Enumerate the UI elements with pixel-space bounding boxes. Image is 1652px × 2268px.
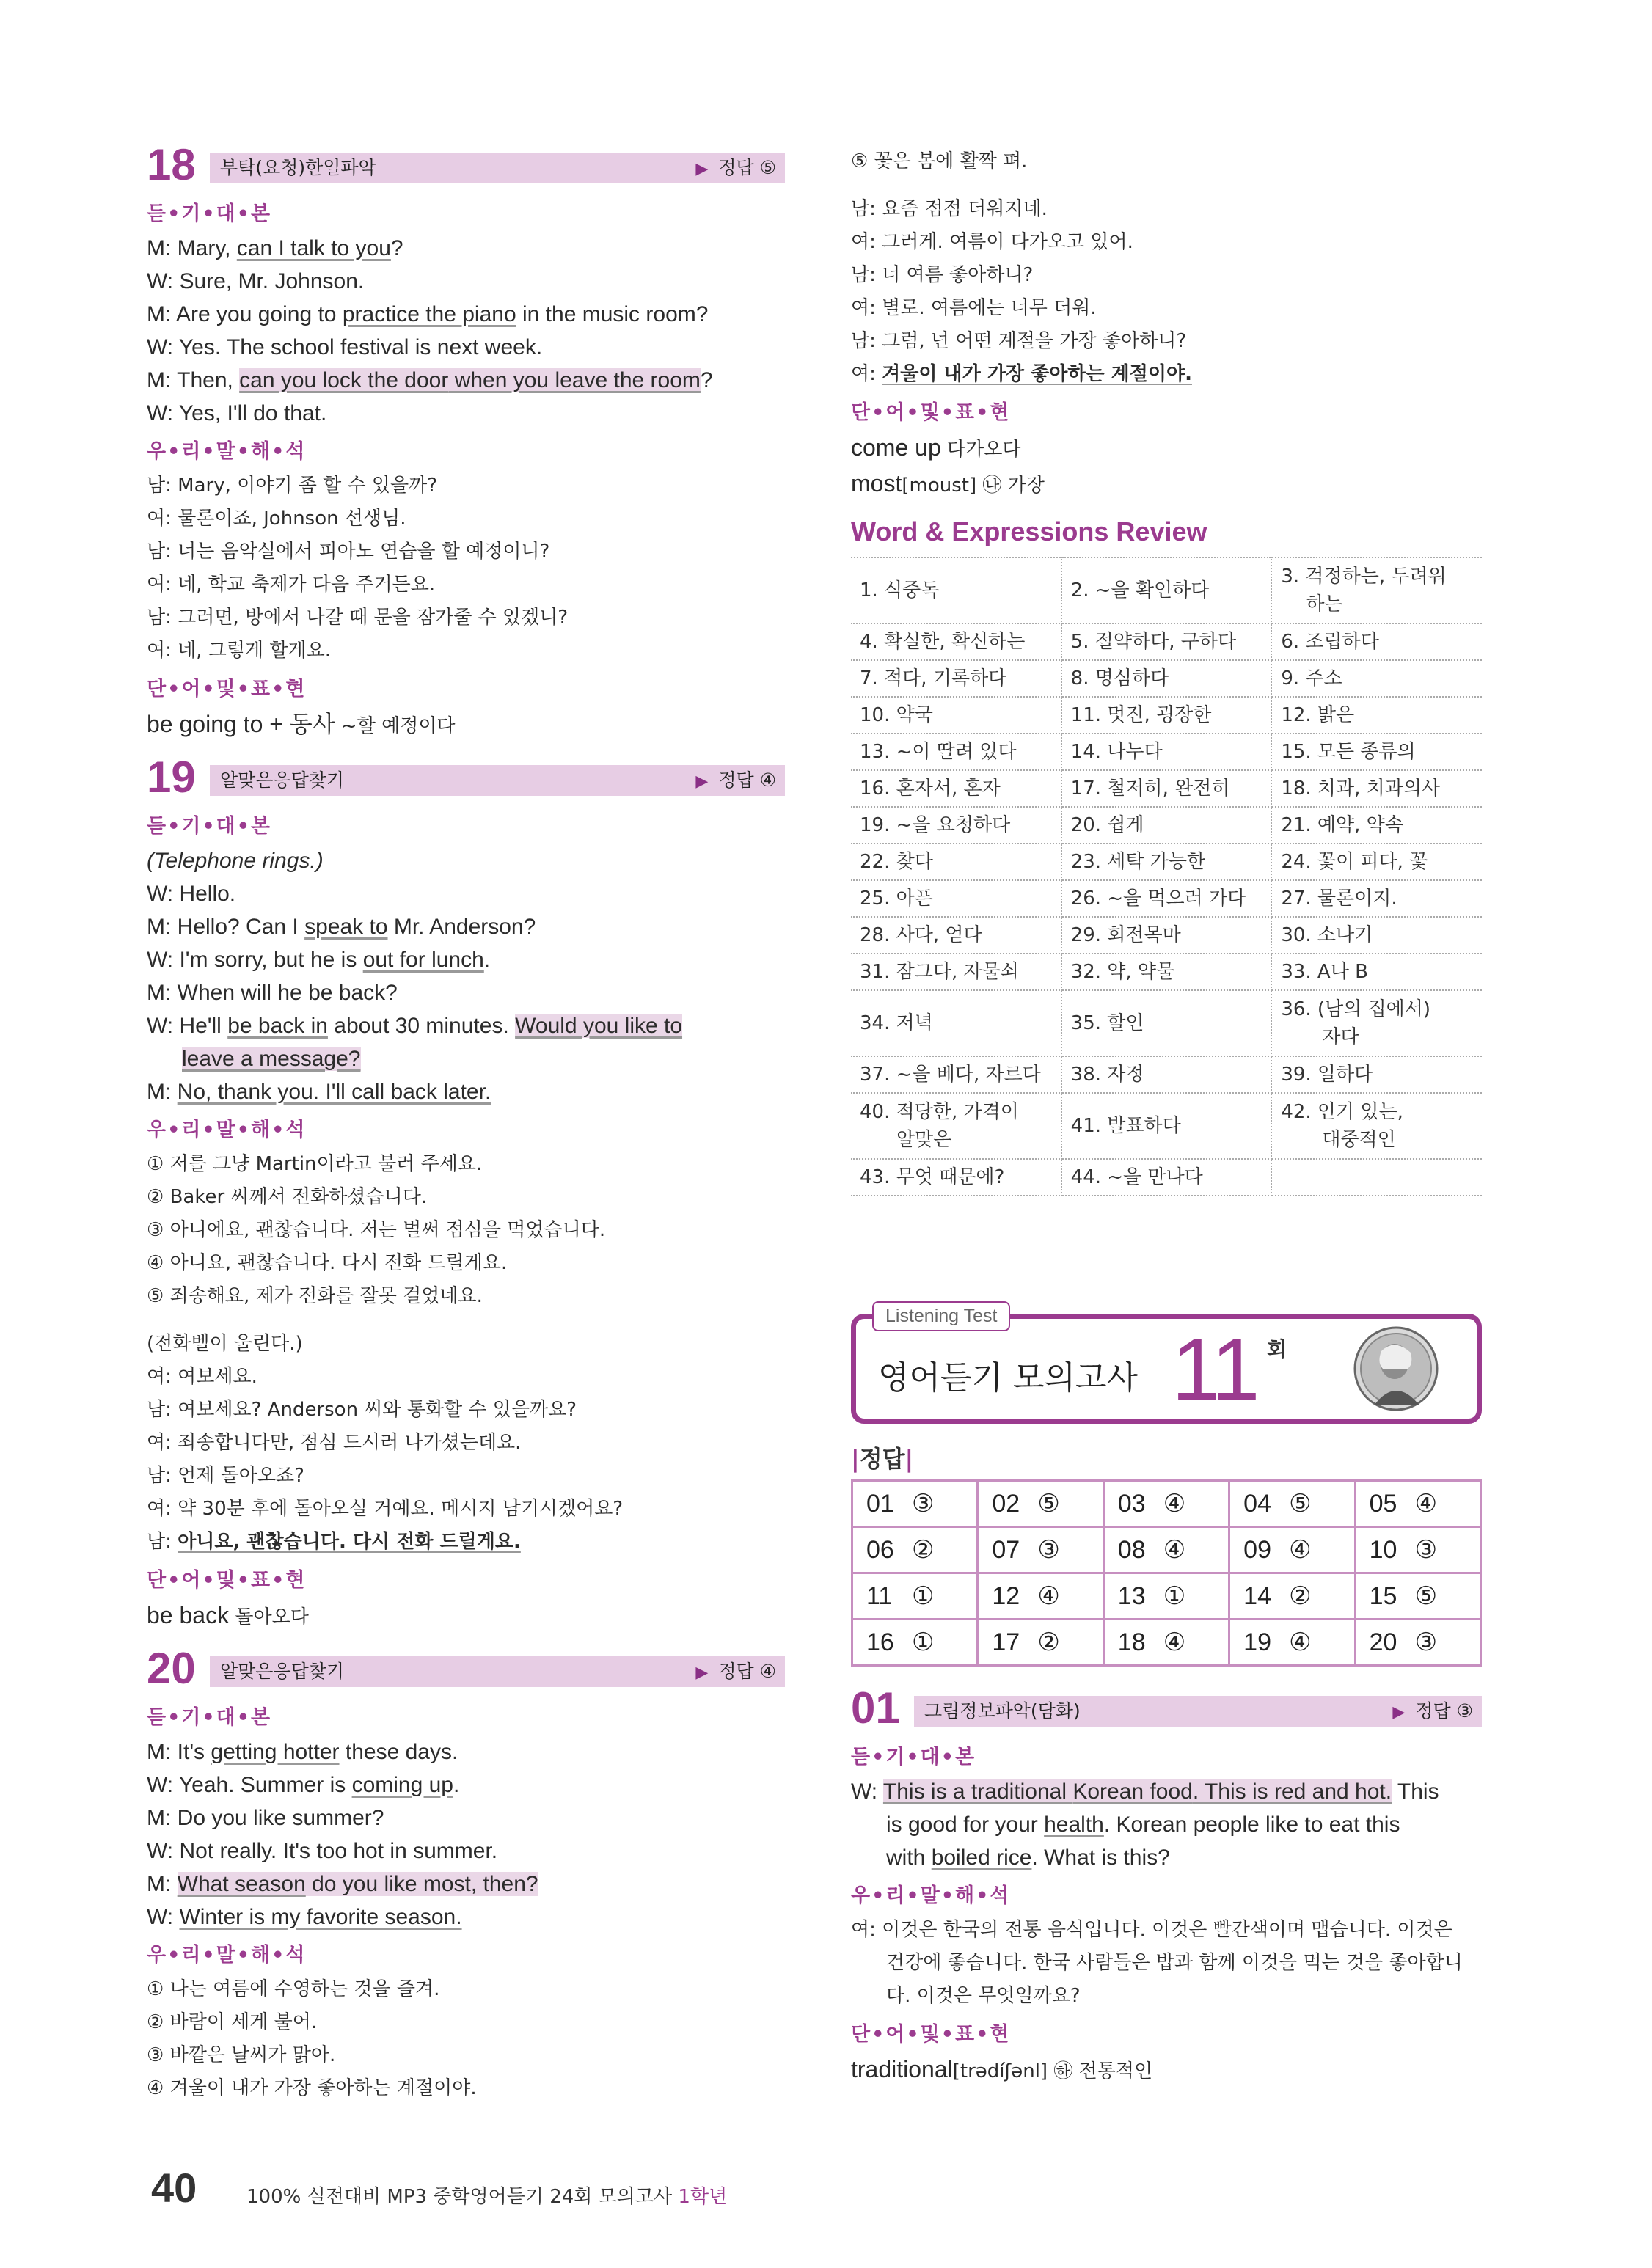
translation-line: 여: 네, 학교 축제가 다음 주거든요. — [147, 574, 436, 596]
script-heading: 듣•기•대•본 — [147, 815, 272, 838]
answers-heading: |정답| — [851, 1445, 914, 1473]
answer-cell: 12 ④ — [978, 1573, 1103, 1620]
question-number: 18 — [147, 140, 196, 189]
play-triangle-icon: ▶ — [1392, 1703, 1406, 1722]
translation-line: (전화벨이 울린다.) — [147, 1333, 303, 1355]
option-line: ③ 바깥은 날씨가 맑아. — [147, 2044, 336, 2066]
right-column — [851, 145, 1482, 2088]
vocab-item: traditional[trədíʃənl] ㉻ 전통적인 — [851, 2056, 1153, 2082]
script-line: W: This is a traditional Korean food. This is red and hot. This — [851, 1779, 1439, 1804]
question-20-header — [147, 1644, 785, 1693]
question-bar — [210, 1656, 785, 1687]
question-bar — [210, 153, 785, 183]
vocab-item: be back 돌아오다 — [147, 1602, 309, 1628]
review-row: 31. 잠그다, 자물쇠 32. 약, 약물 33. A나 B — [851, 954, 1482, 990]
translation-line: 남: 요즘 점점 더워지네. — [851, 198, 1048, 220]
translation-line: 남: 아니요, 괜찮습니다. 다시 전화 드릴게요. — [147, 1531, 521, 1553]
script-line: M: Do you like summer? — [147, 1806, 384, 1830]
question-bar — [914, 1696, 1482, 1727]
translation-line: 여: 겨울이 내가 가장 좋아하는 계절이야. — [851, 363, 1192, 385]
answer-cell: 18 ④ — [1103, 1620, 1229, 1666]
answer-cell: 11 ① — [852, 1573, 978, 1620]
script-line: W: I'm sorry, but he is out for lunch. — [147, 948, 491, 972]
script-line: leave a message? — [182, 1047, 361, 1071]
translation-heading: 우•리•말•해•석 — [147, 1119, 307, 1141]
review-row: 13. ~이 딸려 있다 14. 나누다 15. 모든 종류의 — [851, 734, 1482, 770]
vocab-item: come up 다가오다 — [851, 434, 1021, 461]
option-line: ① 나는 여름에 수영하는 것을 즐겨. — [147, 1978, 440, 2000]
translation-line: 남: 그러면, 방에서 나갈 때 문을 잠가줄 수 있겠니? — [147, 607, 569, 629]
script-line: M: Are you going to practice the piano in the music room? — [147, 302, 709, 326]
script-line: M: It's getting hotter these days. — [147, 1740, 458, 1764]
review-row: 37. ~을 베다, 자르다 38. 자정 39. 일하다 — [851, 1056, 1482, 1093]
script-heading: 듣•기•대•본 — [147, 202, 272, 225]
script-line: W: Winter is my favorite season. — [147, 1905, 462, 1929]
option-line: ③ 아니에요, 괜찮습니다. 저는 벌써 점심을 먹었습니다. — [147, 1219, 606, 1241]
option-line: ① 저를 그냥 Martin이라고 불러 주세요. — [147, 1153, 483, 1175]
script-heading: 듣•기•대•본 — [851, 1746, 976, 1768]
question-bar — [210, 765, 785, 796]
option-line: ⑤ 죄송해요, 제가 전화를 잘못 걸었네요. — [147, 1285, 483, 1307]
answer-cell: 10 ③ — [1355, 1527, 1480, 1573]
review-row: 7. 적다, 기록하다 8. 명심하다 9. 주소 — [851, 660, 1482, 697]
test-number: 11 — [1172, 1320, 1257, 1419]
page-number: 40 — [151, 2165, 197, 2211]
translation-line: 건강에 좋습니다. 한국 사람들은 밥과 함께 이것을 먹는 것을 좋아합니 — [886, 1952, 1463, 1974]
answer-cell: 03 ④ — [1103, 1481, 1229, 1527]
script-line: M: Mary, can I talk to you? — [147, 236, 403, 260]
review-row: 25. 아픈 26. ~을 먹으러 가다 27. 물론이지. — [851, 880, 1482, 917]
listening-test-banner — [851, 1306, 1482, 1424]
review-row: 22. 찾다 23. 세탁 가능한 24. 꽃이 피다, 꽃 — [851, 844, 1482, 880]
answer-cell: 04 ⑤ — [1229, 1481, 1355, 1527]
answer-cell: 14 ② — [1229, 1573, 1355, 1620]
translation-line: 남: Mary, 이야기 좀 할 수 있을까? — [147, 475, 438, 497]
answer-cell: 20 ③ — [1355, 1620, 1480, 1666]
review-row: 43. 무엇 때문에? 44. ~을 만나다 — [851, 1159, 1482, 1196]
script-line: W: Yes. The school festival is next week. — [147, 335, 543, 359]
translation-line: 남: 그럼, 넌 어떤 계절을 가장 좋아하니? — [851, 330, 1187, 352]
answer-cell: 08 ④ — [1103, 1527, 1229, 1573]
vocab-heading: 단•어•및•표•현 — [851, 401, 1011, 424]
review-row: 10. 약국 11. 멋진, 굉장한 12. 밝은 — [851, 697, 1482, 734]
review-row: 40. 적당한, 가격이 알맞은 41. 발표하다 42. 인기 있는, 대중적인 — [851, 1093, 1482, 1159]
translation-line: 다. 이것은 무엇일까요? — [886, 1985, 1081, 2007]
answer-cell: 06 ② — [852, 1527, 978, 1573]
question-type: 알맞은응답찾기 — [220, 769, 345, 791]
translation-line: 여: 그러게. 여름이 다가오고 있어. — [851, 231, 1133, 253]
script-line: M: What season do you like most, then? — [147, 1872, 538, 1896]
question-type: 알맞은응답찾기 — [220, 1661, 345, 1682]
translation-line: 여: 별로. 여름에는 너무 더워. — [851, 297, 1097, 319]
translation-line: 여: 이것은 한국의 전통 음식입니다. 이것은 빨간색이며 맵습니다. 이것은 — [851, 1919, 1452, 1941]
answer-key-table — [851, 1479, 1482, 1667]
translation-line: 여: 네, 그렇게 할게요. — [147, 640, 332, 662]
translation-heading: 우•리•말•해•석 — [147, 1944, 307, 1967]
script-heading: 듣•기•대•본 — [147, 1706, 272, 1729]
portrait-coin-icon — [1352, 1325, 1440, 1413]
question-type: 그림정보파악(담화) — [924, 1700, 1081, 1722]
script-line: (Telephone rings.) — [147, 849, 324, 873]
question-18-header — [147, 140, 785, 189]
option-line: ④ 아니요, 괜찮습니다. 다시 전화 드릴게요. — [147, 1252, 508, 1274]
answer-cell: 19 ④ — [1229, 1620, 1355, 1666]
translation-line: 여: 물론이죠, Johnson 선생님. — [147, 508, 406, 530]
option-line: ② 바람이 세게 불어. — [147, 2011, 318, 2033]
question-number: 19 — [147, 753, 196, 802]
test-number-suffix: 회 — [1267, 1337, 1287, 1361]
answer-cell: 17 ② — [978, 1620, 1103, 1666]
left-column — [147, 140, 785, 2105]
play-triangle-icon: ▶ — [695, 772, 709, 791]
review-row: 28. 사다, 얻다 29. 회전목마 30. 소나기 — [851, 917, 1482, 954]
review-table — [851, 557, 1482, 1196]
script-line: W: He'll be back in about 30 minutes. Would you like to — [147, 1014, 683, 1038]
script-line: W: Sure, Mr. Johnson. — [147, 269, 365, 293]
answer-cell: 16 ① — [852, 1620, 978, 1666]
review-row: 16. 혼자서, 혼자 17. 철저히, 완전히 18. 치과, 치과의사 — [851, 770, 1482, 807]
answer-cell: 01 ③ — [852, 1481, 978, 1527]
translation-line: 남: 여보세요? Anderson 씨와 통화할 수 있을까요? — [147, 1399, 577, 1421]
answer-label: ▶ 정답 ③ — [1392, 1700, 1473, 1722]
play-triangle-icon: ▶ — [695, 1664, 709, 1682]
question-type: 부탁(요청)한일파악 — [220, 157, 376, 178]
script-line: is good for your health. Korean people like to eat this — [886, 1812, 1400, 1837]
translation-line: 남: 너 여름 좋아하니? — [851, 264, 1034, 286]
question-19-header — [147, 753, 785, 802]
answer-label: ▶ 정답 ⑤ — [695, 157, 776, 178]
option-line: ② Baker 씨께서 전화하셨습니다. — [147, 1186, 428, 1208]
answer-cell: 02 ⑤ — [978, 1481, 1103, 1527]
answer-cell: 15 ⑤ — [1355, 1573, 1480, 1620]
translation-heading: 우•리•말•해•석 — [851, 1884, 1011, 1907]
vocab-heading: 단•어•및•표•현 — [147, 1569, 307, 1592]
review-row: 4. 확실한, 확신하는 5. 절약하다, 구하다 6. 조립하다 — [851, 623, 1482, 660]
answer-cell: 07 ③ — [978, 1527, 1103, 1573]
review-row: 19. ~을 요청하다 20. 쉽게 21. 예약, 약속 — [851, 807, 1482, 844]
option-line: ④ 겨울이 내가 가장 좋아하는 계절이야. — [147, 2077, 477, 2099]
vocab-item: be going to + 동사 ~할 예정이다 — [147, 711, 456, 737]
review-title: Word & Expressions Review — [851, 516, 1207, 546]
script-line: W: Yeah. Summer is coming up. — [147, 1773, 460, 1797]
footer-title: 100% 실전대비 MP3 중학영어듣기 24회 모의고사 1학년 — [246, 2186, 728, 2208]
answer-cell: 13 ① — [1103, 1573, 1229, 1620]
script-line: M: When will he be back? — [147, 981, 398, 1005]
listening-test-tag: Listening Test — [872, 1301, 1010, 1331]
answer-label: ▶ 정답 ④ — [695, 1661, 776, 1682]
script-line: W: Yes, I'll do that. — [147, 401, 327, 425]
script-line: M: Hello? Can I speak to Mr. Anderson? — [147, 915, 536, 939]
translation-line: 여: 여보세요. — [147, 1366, 257, 1388]
option-line: ⑤ 꽃은 봄에 활짝 펴. — [851, 150, 1028, 172]
translation-line: 남: 너는 음악실에서 피아노 연습을 할 예정이니? — [147, 541, 550, 563]
script-line: M: No, thank you. I'll call back later. — [147, 1080, 491, 1104]
script-line: with boiled rice. What is this? — [886, 1846, 1170, 1870]
answer-cell: 05 ④ — [1355, 1481, 1480, 1527]
answer-label: ▶ 정답 ④ — [695, 769, 776, 791]
vocab-heading: 단•어•및•표•현 — [851, 2023, 1011, 2046]
translation-line: 여: 약 30분 후에 돌아오실 거예요. 메시지 남기시겠어요? — [147, 1498, 624, 1520]
translation-line: 남: 언제 돌아오죠? — [147, 1465, 304, 1487]
answer-cell: 09 ④ — [1229, 1527, 1355, 1573]
script-line: W: Hello. — [147, 882, 236, 906]
review-row: 1. 식중독 2. ~을 확인하다 3. 걱정하는, 두려워 하는 — [851, 557, 1482, 623]
question-01-header — [851, 1683, 1482, 1733]
review-row: 34. 저녁 35. 할인 36. (남의 집에서) 자다 — [851, 990, 1482, 1056]
translation-heading: 우•리•말•해•석 — [147, 440, 307, 463]
question-number: 20 — [147, 1644, 196, 1693]
play-triangle-icon: ▶ — [695, 160, 709, 178]
script-line: M: Then, can you lock the door when you leave the room? — [147, 368, 713, 392]
translation-line: 여: 죄송합니다만, 점심 드시러 나가셨는데요. — [147, 1432, 522, 1454]
script-line: W: Not really. It's too hot in summer. — [147, 1839, 498, 1863]
test-title: 영어듣기 모의고사 — [878, 1359, 1139, 1397]
vocab-heading: 단•어•및•표•현 — [147, 678, 307, 700]
question-number: 01 — [851, 1683, 900, 1733]
vocab-item: most[moust] ㉯ 가장 — [851, 470, 1045, 497]
